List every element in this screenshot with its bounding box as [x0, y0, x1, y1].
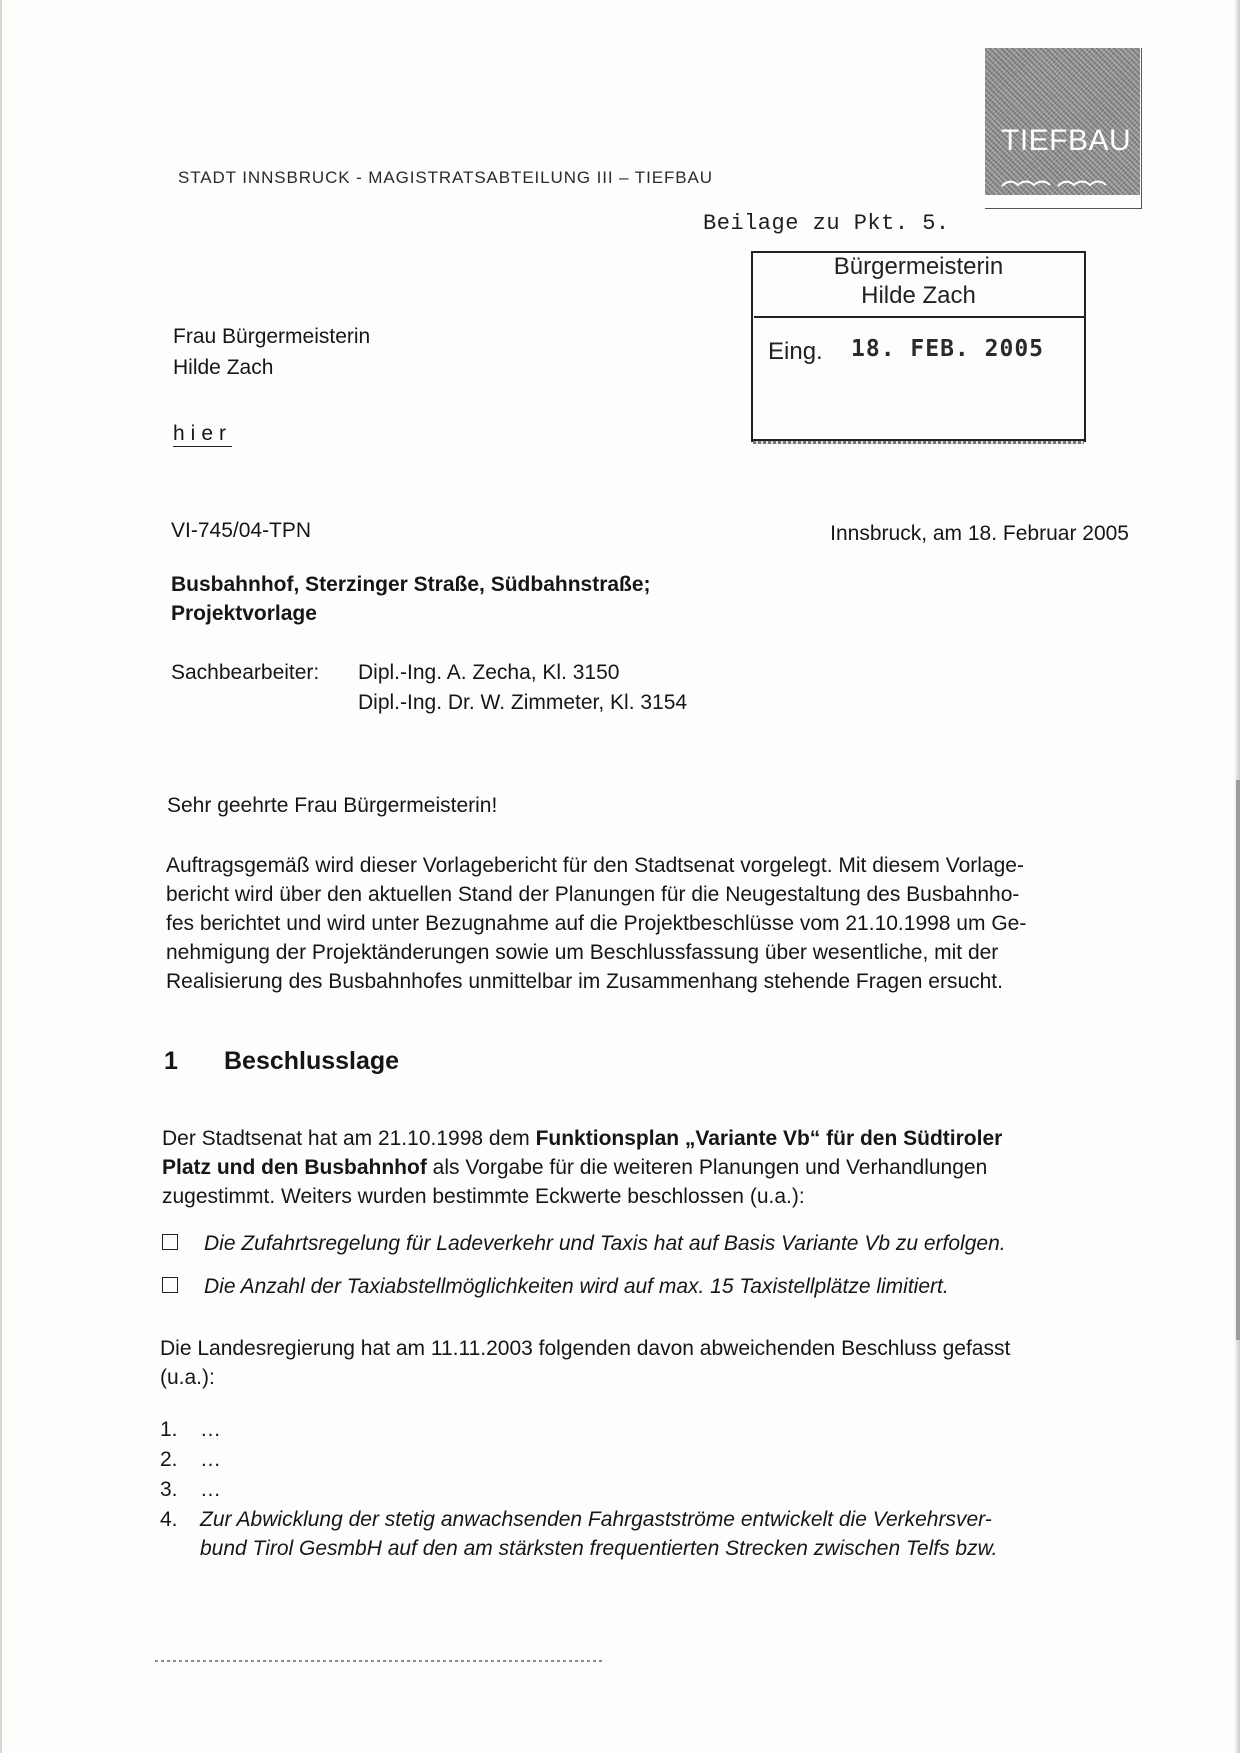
reference-number: VI-745/04-TPN — [171, 519, 312, 542]
scan-edge-strip — [1236, 780, 1240, 1340]
list-number: 2. — [160, 1448, 178, 1471]
list-item — [160, 1445, 1120, 1475]
subject — [171, 570, 651, 628]
section-paragraph-line-1 — [162, 1124, 1120, 1153]
para-text: Der Stadtsenat hat am 21.10.1998 dem — [162, 1127, 536, 1150]
list-number: 3. — [160, 1478, 178, 1501]
intro-line: Realisierung des Busbahnhofes unmittelbar im Zusammenhang stehende Fragen ersucht. — [166, 970, 1003, 993]
date-line: Innsbruck, am 18. Februar 2005 — [830, 522, 1129, 545]
clerk-name-1: Dipl.-Ing. A. Zecha, Kl. 3150 — [358, 661, 620, 684]
numbered-list — [160, 1415, 1120, 1560]
list-number: 4. — [160, 1508, 178, 1531]
recipient-name: Hilde Zach — [173, 356, 274, 379]
intro-line: fes berichtet und wird unter Bezugnahme auf die Projektbeschlüsse vom 21.10.1998 um Ge- — [166, 912, 1027, 935]
checklist-text: Die Zufahrtsregelung für Ladeverkehr und Taxis hat auf Basis Variante Vb zu erfolgen. — [204, 1232, 1006, 1255]
stamp-received-label: Eing. — [768, 338, 823, 365]
recipient-location: hier — [173, 422, 233, 445]
checklist-item — [162, 1272, 949, 1301]
checkbox-icon — [162, 1234, 178, 1250]
stamp-divider — [754, 316, 1084, 318]
government-decision-paragraph — [160, 1334, 1118, 1392]
stamp-title: Bürgermeisterin — [833, 253, 1004, 280]
list-text-line: bund Tirol GesmbH auf den am stärksten frequentierten Strecken zwischen Telfs bzw. — [200, 1537, 998, 1560]
list-text: … — [200, 1478, 221, 1501]
section-title: Beschlusslage — [224, 1047, 400, 1075]
clerk-name-2: Dipl.-Ing. Dr. W. Zimmeter, Kl. 3154 — [358, 691, 688, 714]
intro-line: Auftragsgemäß wird dieser Vorlagebericht für den Stadtsenat vorgelegt. Mit diesem Vorlage- — [166, 854, 1024, 877]
list-item — [160, 1475, 1120, 1505]
list-text: … — [200, 1418, 221, 1441]
section-paragraph — [162, 1124, 1120, 1211]
para-bold: Funktionsplan „Variante Vb“ für den Südtiroler — [535, 1127, 1003, 1150]
checkbox-icon — [162, 1277, 178, 1293]
clerk-label: Sachbearbeiter: — [171, 661, 320, 684]
scan-edge-left — [0, 0, 2, 1753]
subject-line-1: Busbahnhof, Sterzinger Straße, Südbahnstraße; — [171, 573, 651, 596]
paragraph-line: Die Landesregierung hat am 11.11.2003 folgenden davon abweichenden Beschluss gefasst — [160, 1337, 1011, 1360]
section-number: 1 — [164, 1047, 178, 1075]
list-number: 1. — [160, 1418, 178, 1441]
paragraph-line: (u.a.): — [160, 1366, 215, 1389]
list-item — [160, 1505, 1120, 1560]
checklist-item — [162, 1229, 1006, 1258]
para-bold: Platz und den Busbahnhof — [162, 1156, 427, 1179]
salutation: Sehr geehrte Frau Bürgermeisterin! — [167, 794, 498, 817]
footer-file-path-line — [155, 1660, 605, 1662]
para-text: als Vorgabe für die weiteren Planungen und Verhandlungen — [426, 1156, 988, 1179]
department-header: STADT INNSBRUCK - MAGISTRATSABTEILUNG III – TIEFBAU — [178, 168, 713, 187]
intro-line: bericht wird über den aktuellen Stand der Planungen für die Neugestaltung des Busbahnho- — [166, 883, 1020, 906]
stamp-name: Hilde Zach — [861, 282, 976, 309]
logo-text: TIEFBAU — [1001, 124, 1132, 157]
logo-wave-icon — [1000, 176, 1110, 190]
attachment-note: Beilage zu Pkt. 5. — [703, 211, 950, 236]
section-paragraph-line-2 — [162, 1153, 1120, 1182]
subject-line-2: Projektvorlage — [171, 602, 317, 625]
list-text-line: Zur Abwicklung der stetig anwachsenden Fahrgastströme entwickelt die Verkehrsver- — [200, 1508, 992, 1531]
list-text: … — [200, 1448, 221, 1471]
recipient-title: Frau Bürgermeisterin — [173, 325, 371, 348]
intro-paragraph — [166, 851, 1122, 996]
stamp-shadow — [753, 441, 1084, 444]
checklist-text: Die Anzahl der Taxiabstellmöglichkeiten wird auf max. 15 Taxistellplätze limitiert. — [204, 1275, 949, 1298]
list-item — [160, 1415, 1120, 1445]
stamp-received-date: 18. FEB. 2005 — [851, 336, 1045, 362]
logo-texture — [985, 48, 1140, 195]
intro-line: nehmigung der Projektänderungen sowie um Beschlussfassung über wesentliche, mit der — [166, 941, 999, 964]
list-text — [200, 1505, 1118, 1563]
section-paragraph-line-3: zugestimmt. Weiters wurden bestimmte Eckwerte beschlossen (u.a.): — [162, 1185, 805, 1208]
